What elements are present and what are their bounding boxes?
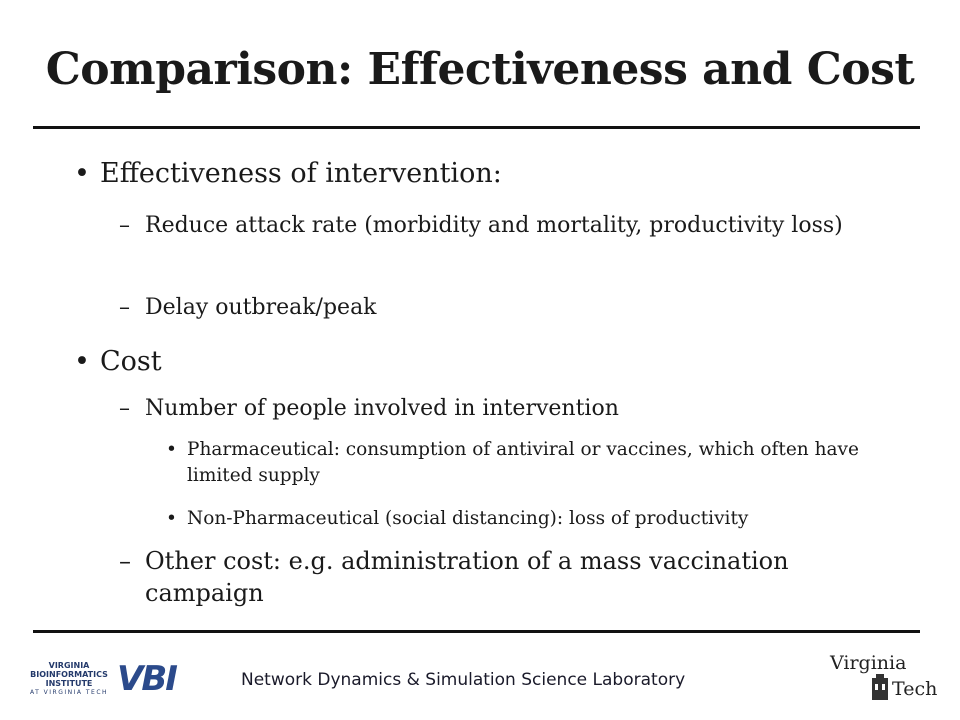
- sub-item-delay: [119, 293, 895, 322]
- sub-item-attack-rate: [119, 211, 895, 240]
- sub-item-attack-rate-text: Reduce attack rate (morbidity and mortality, productivity loss): [145, 213, 843, 238]
- bullet-effectiveness-label: Effectiveness of intervention:: [100, 158, 502, 189]
- sub-sub-item-non-pharmaceutical-text: Non-Pharmaceutical (social distancing): loss of productivity: [187, 508, 749, 529]
- sub-sub-item-pharmaceutical-text: Pharmaceutical: consumption of antiviral or vaccines, which often have limited supply: [187, 439, 859, 486]
- top-divider: [33, 126, 920, 129]
- bullet-dot-icon: •: [74, 158, 90, 189]
- vbi-logo-line2: BIOINFORMATICS: [30, 670, 108, 679]
- vbi-logo-line1: VIRGINIA: [48, 661, 90, 670]
- slide-title: Comparison: Effectiveness and Cost: [45, 44, 915, 95]
- virginia-tech-logo: [820, 652, 940, 704]
- vbi-logo-line4: AT VIRGINIA TECH: [29, 689, 109, 696]
- sub-item-other-cost-text: Other cost: e.g. administration of a mass vaccination campaign: [145, 547, 789, 607]
- footer-lab-name: Network Dynamics & Simulation Science Laboratory: [241, 670, 686, 690]
- bullet-dot-icon: •: [166, 439, 177, 460]
- vbi-logo-line3: INSTITUTE: [45, 679, 93, 688]
- dash-icon: –: [119, 396, 130, 421]
- dash-icon: –: [119, 295, 130, 320]
- dash-icon: –: [119, 547, 131, 575]
- vbi-logo: [24, 660, 184, 698]
- sub-sub-item-non-pharmaceutical: [166, 506, 887, 532]
- sub-item-people: [119, 394, 895, 423]
- bottom-divider: [33, 630, 920, 633]
- bullet-dot-icon: •: [74, 346, 90, 377]
- vbi-logo-mark: VBI: [117, 659, 176, 699]
- vt-tower-icon: [870, 674, 890, 700]
- dash-icon: –: [119, 213, 130, 238]
- bullet-cost-label: Cost: [100, 346, 162, 377]
- vt-logo-line2: Tech: [892, 678, 938, 700]
- sub-sub-item-pharmaceutical: [166, 437, 887, 489]
- vt-logo-line1: Virginia: [830, 652, 907, 674]
- bullet-dot-icon: •: [166, 508, 177, 529]
- sub-item-people-text: Number of people involved in intervention: [145, 396, 619, 421]
- bullet-cost: [74, 346, 162, 378]
- sub-item-other-cost: [119, 545, 895, 609]
- bullet-effectiveness: [74, 158, 502, 190]
- sub-item-delay-text: Delay outbreak/peak: [145, 295, 377, 320]
